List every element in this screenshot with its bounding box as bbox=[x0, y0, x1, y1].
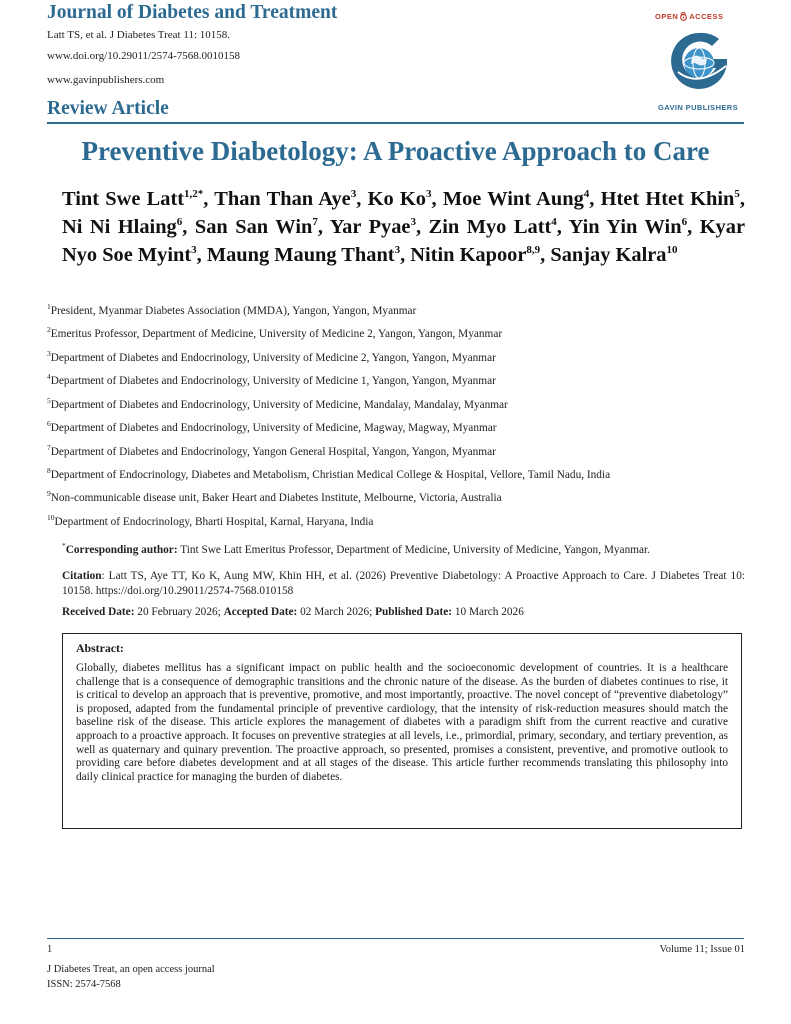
footer-divider bbox=[47, 938, 744, 939]
author-separator: , bbox=[400, 244, 411, 266]
affiliation-number: 5 bbox=[47, 396, 51, 406]
affiliation-number: 8 bbox=[47, 466, 51, 476]
affiliation-item bbox=[47, 372, 496, 387]
citation-block bbox=[62, 569, 745, 599]
affiliation-item bbox=[47, 419, 497, 434]
affiliation-item bbox=[47, 489, 502, 504]
affiliation-text: Department of Diabetes and Endocrinology, University of Medicine 1, Yangon, Yangon, Myanmar bbox=[50, 375, 496, 387]
author-affiliation-marker: 3 bbox=[350, 188, 357, 201]
author-affiliation-marker: 3 bbox=[425, 188, 432, 201]
author-affiliation-marker: 7 bbox=[312, 216, 318, 229]
author-name: Htet Htet Khin bbox=[600, 188, 735, 210]
open-lock-icon bbox=[679, 12, 688, 21]
author-separator: , bbox=[739, 188, 745, 210]
affiliation-number: 1 bbox=[47, 302, 51, 312]
abstract-box bbox=[62, 633, 742, 829]
affiliation-text: Department of Diabetes and Endocrinology, University of Medicine, Mandalay, Mandalay, Myanmar bbox=[50, 399, 508, 411]
author-name: Than Than Aye bbox=[214, 188, 351, 210]
affiliation-item bbox=[47, 325, 503, 340]
published-date: 10 March 2026 bbox=[452, 606, 524, 618]
author-name: Ko Ko bbox=[367, 188, 426, 210]
abstract-text: Globally, diabetes mellitus has a significant impact on public health and the socioeconomic development of countries. It is a healthcare challenge that is a consequence of demographic transitions and the chronic nature of the disease. As the burden of diabetes continues to rise, it is critical to develop an approach that is preventive, promotive, and most importantly, proactive. The novel concept of “preventive diabetology” is proposed, adapted from the fundamental principle of preventive cardiology, that the intensity of risk-reduction measures should match the baseline risk of the disease. This article explores the management of diabetes with a paradigm shift from the current reactive and curative approach to a proactive approach. It focuses on preventive strategies at all levels, i.e., primordial, primary, secondary, and tertiary prevention, as well as quaternary and quinary prevention. The proactive approach, so presented, promises a consistent, preventive, and promotive outlook to providing care before diabetes development and at all stages of the disease. This article further recommends translating this philosophy into daily clinical practice for managing the burden of diabetes. bbox=[76, 662, 728, 783]
journal-footer-line: J Diabetes Treat, an open access journal bbox=[47, 964, 215, 975]
author-affiliation-marker: 3 bbox=[191, 244, 197, 257]
author-list bbox=[62, 185, 745, 269]
affiliation-number: 10 bbox=[47, 513, 55, 523]
author-separator: , bbox=[431, 188, 443, 210]
author-separator: , bbox=[317, 216, 330, 238]
received-label: Received Date: bbox=[62, 606, 135, 618]
affiliation-number: 3 bbox=[47, 349, 51, 359]
affiliation-number: 2 bbox=[47, 325, 51, 335]
author-name: San San Win bbox=[194, 216, 313, 238]
author-separator: , bbox=[203, 188, 215, 210]
author-separator: , bbox=[556, 216, 569, 238]
open-access-badge bbox=[655, 12, 724, 21]
author-separator: , bbox=[540, 244, 551, 266]
author-name: Kyar Nyo Soe Myint bbox=[62, 216, 745, 266]
header-divider bbox=[47, 122, 744, 124]
author-separator: , bbox=[589, 188, 601, 210]
accepted-label: Accepted Date: bbox=[223, 606, 298, 618]
author-separator: , bbox=[182, 216, 195, 238]
affiliation-number: 6 bbox=[47, 419, 51, 429]
short-citation: Latt TS, et al. J Diabetes Treat 11: 10158. bbox=[47, 29, 231, 41]
author-affiliation-marker: 6 bbox=[176, 216, 183, 229]
affiliation-text: Non-communicable disease unit, Baker Heart and Diabetes Institute, Melbourne, Victoria, Australia bbox=[50, 492, 502, 504]
article-type-label: Review Article bbox=[47, 98, 169, 119]
abstract-heading: Abstract: bbox=[76, 641, 124, 655]
published-label: Published Date: bbox=[375, 606, 452, 618]
article-dates bbox=[62, 605, 745, 620]
corresponding-star: * bbox=[62, 541, 66, 551]
author-name: Yin Yin Win bbox=[568, 216, 682, 238]
affiliation-text: Department of Endocrinology, Diabetes and Metabolism, Christian Medical College & Hospital, Vellore, Tamil Nadu, India bbox=[50, 469, 611, 481]
corresponding-author bbox=[62, 543, 745, 558]
corresponding-text: Tint Swe Latt Emeritus Professor, Department of Medicine, University of Medicine, Yangon, Myanmar. bbox=[177, 544, 650, 556]
page-number: 1 bbox=[47, 944, 53, 955]
accepted-date: 02 March 2026; bbox=[297, 606, 376, 618]
affiliation-text: Department of Diabetes and Endocrinology, University of Medicine 2, Yangon, Yangon, Myanmar bbox=[50, 352, 496, 364]
affiliation-item bbox=[47, 396, 508, 411]
affiliation-item bbox=[47, 302, 417, 317]
affiliation-number: 7 bbox=[47, 443, 51, 453]
gavin-publishers-logo-icon bbox=[668, 30, 730, 94]
affiliation-text: Department of Diabetes and Endocrinology, University of Medicine, Magway, Magway, Myanmar bbox=[50, 422, 497, 434]
author-name: Yar Pyae bbox=[329, 216, 411, 238]
author-separator: , bbox=[415, 216, 429, 238]
received-date: 20 February 2026; bbox=[134, 606, 224, 618]
author-name: Nitin Kapoor bbox=[410, 244, 527, 266]
author-name: Moe Wint Aung bbox=[442, 188, 584, 210]
affiliation-item bbox=[47, 466, 611, 481]
author-affiliation-marker: 10 bbox=[666, 244, 678, 257]
affiliation-text: Department of Endocrinology, Bharti Hospital, Karnal, Haryana, India bbox=[54, 516, 374, 528]
author-affiliation-marker: 4 bbox=[551, 216, 557, 229]
author-name: Sanjay Kalra bbox=[550, 244, 667, 266]
affiliation-text: President, Myanmar Diabetes Association (MMDA), Yangon, Yangon, Myanmar bbox=[50, 305, 417, 317]
affiliation-item bbox=[47, 513, 374, 528]
publisher-name: GAVIN PUBLISHERS bbox=[657, 103, 739, 112]
author-name: Maung Maung Thant bbox=[206, 244, 395, 266]
doi-link[interactable]: www.doi.org/10.29011/2574-7568.0010158 bbox=[47, 50, 241, 62]
journal-name: Journal of Diabetes and Treatment bbox=[47, 2, 338, 23]
affiliation-number: 9 bbox=[47, 489, 51, 499]
citation-text: : Latt TS, Aye TT, Ko K, Aung MW, Khin HH, et al. (2026) Preventive Diabetology: A Proactive Approach to Care. J Diabetes Treat 10: 10158. https://doi.org/10.29011/2574-7568.010158 bbox=[62, 570, 745, 597]
author-affiliation-marker: 3 bbox=[410, 216, 416, 229]
affiliation-text: Department of Diabetes and Endocrinology, Yangon General Hospital, Yangon, Yangon, Myanmar bbox=[50, 446, 496, 458]
author-name: Tint Swe Latt bbox=[62, 188, 185, 210]
author-affiliation-marker: 6 bbox=[681, 216, 688, 229]
website-link[interactable]: www.gavinpublishers.com bbox=[47, 74, 165, 86]
author-separator: , bbox=[196, 244, 207, 266]
author-name: Ni Ni Hlaing bbox=[62, 216, 177, 238]
citation-label: Citation bbox=[62, 570, 102, 582]
author-affiliation-marker: 8,9 bbox=[526, 244, 541, 257]
author-affiliation-marker: 3 bbox=[394, 244, 401, 257]
author-separator: , bbox=[356, 188, 368, 210]
affiliation-text: Emeritus Professor, Department of Medicine, University of Medicine 2, Yangon, Yangon, Myanmar bbox=[50, 328, 503, 340]
volume-issue: Volume 11; Issue 01 bbox=[659, 944, 745, 955]
affiliation-item bbox=[47, 443, 496, 458]
issn: ISSN: 2574-7568 bbox=[47, 979, 121, 990]
author-affiliation-marker: 4 bbox=[583, 188, 590, 201]
author-affiliation-marker: 5 bbox=[734, 188, 740, 201]
open-access-open-text: OPEN bbox=[655, 12, 679, 21]
author-affiliation-marker: 1,2* bbox=[184, 188, 204, 201]
author-name: Zin Myo Latt bbox=[428, 216, 552, 238]
affiliation-number: 4 bbox=[47, 372, 51, 382]
affiliation-item bbox=[47, 349, 496, 364]
author-separator: , bbox=[687, 216, 700, 238]
corresponding-label: Corresponding author: bbox=[65, 544, 178, 556]
article-title: Preventive Diabetology: A Proactive Approach to Care bbox=[81, 136, 710, 166]
open-access-access-text: ACCESS bbox=[689, 12, 724, 21]
